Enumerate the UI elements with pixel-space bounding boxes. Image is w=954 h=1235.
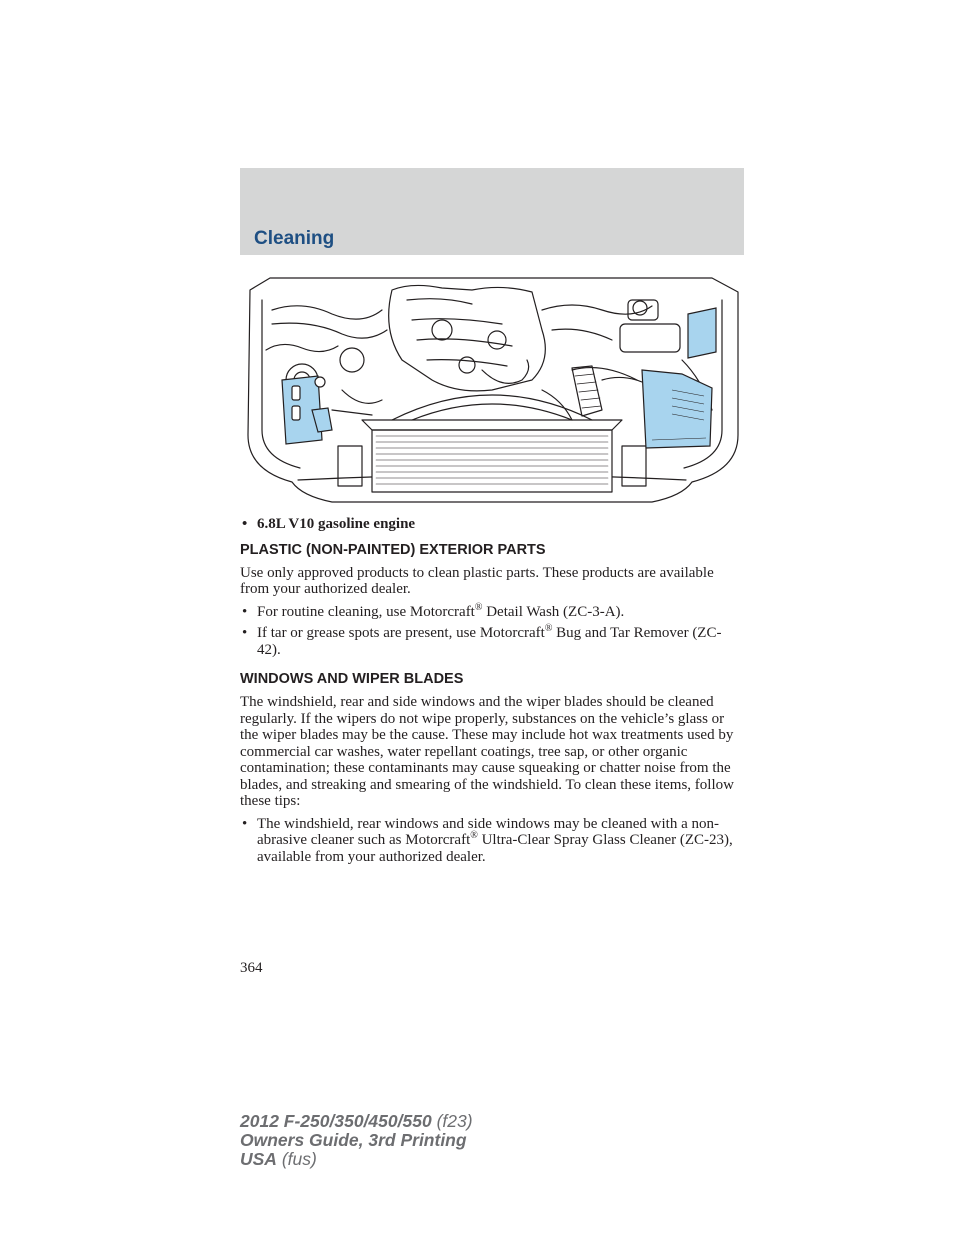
page-content <box>240 516 744 870</box>
footer-market: USA <box>240 1149 277 1169</box>
list-item-text: For routine cleaning, use Motorcraft <box>257 603 475 620</box>
footer-market-code: (fus) <box>276 1149 317 1169</box>
footer-line-1 <box>240 1112 473 1131</box>
section-title: Cleaning <box>254 228 335 249</box>
footer-guide: Owners Guide, 3rd Printing <box>240 1130 467 1150</box>
list-item-text: If tar or grease spots are present, use Motorcraft <box>257 625 545 641</box>
windows-wipers-paragraph: The windshield, rear and side windows and the wiper blades should be cleaned regularly. If the wipers do not wipe properly, substances on the vehicle’s glass or the wiper blades may be the cause. These may include hot wax treatments used by commercial car washes, water repellant coatings, tree sap, or other organic contamination; these contaminants may cause squeaking or chatter noise from the blades, and streaking and smearing of the windshield. To clean these items, follow these tips: <box>240 694 734 809</box>
footer-model-code: (f23) <box>431 1111 473 1131</box>
document-footer <box>240 1112 473 1169</box>
list-item <box>240 601 744 621</box>
bullet-glyph: • <box>242 815 248 832</box>
list-item-text: The windshield, rear windows and side windows may be cleaned with a non-abrasive cleaner such as Motorcraft <box>257 815 719 848</box>
registered-mark: ® <box>544 623 553 634</box>
engine-compartment-illustration <box>242 270 742 505</box>
list-item <box>240 816 744 866</box>
footer-model: 2012 F-250/350/450/550 <box>240 1111 432 1131</box>
section-header-band <box>240 168 744 255</box>
engine-caption-text: 6.8L V10 gasoline engine <box>257 516 416 532</box>
list-item-text: Bug and Tar Remover (ZC-42). <box>257 625 722 658</box>
bullet-glyph: • <box>242 603 248 620</box>
bullet-glyph: • <box>242 625 248 641</box>
list-item <box>240 625 744 658</box>
footer-line-2 <box>240 1131 473 1150</box>
air-filter-highlight <box>642 308 716 448</box>
list-item-text: Ultra-Clear Spray Glass Cleaner (ZC-23), available from your authorized dealer. <box>257 832 733 865</box>
footer-line-3 <box>240 1150 473 1169</box>
registered-mark: ® <box>474 601 483 613</box>
list-item-text: Detail Wash (ZC-3-A). <box>482 603 625 620</box>
plastic-parts-paragraph: Use only approved products to clean plastic parts. These products are available from your authorized dealer. <box>240 564 714 597</box>
engine-caption <box>240 516 744 533</box>
section-heading-plastic-parts: PLASTIC (NON-PAINTED) EXTERIOR PARTS <box>240 541 546 558</box>
page-number: 364 <box>240 960 263 976</box>
bullet-glyph: • <box>242 516 248 532</box>
registered-mark: ® <box>470 830 478 841</box>
battery-highlight <box>282 376 332 444</box>
section-heading-windows-wipers: WINDOWS AND WIPER BLADES <box>240 671 464 687</box>
